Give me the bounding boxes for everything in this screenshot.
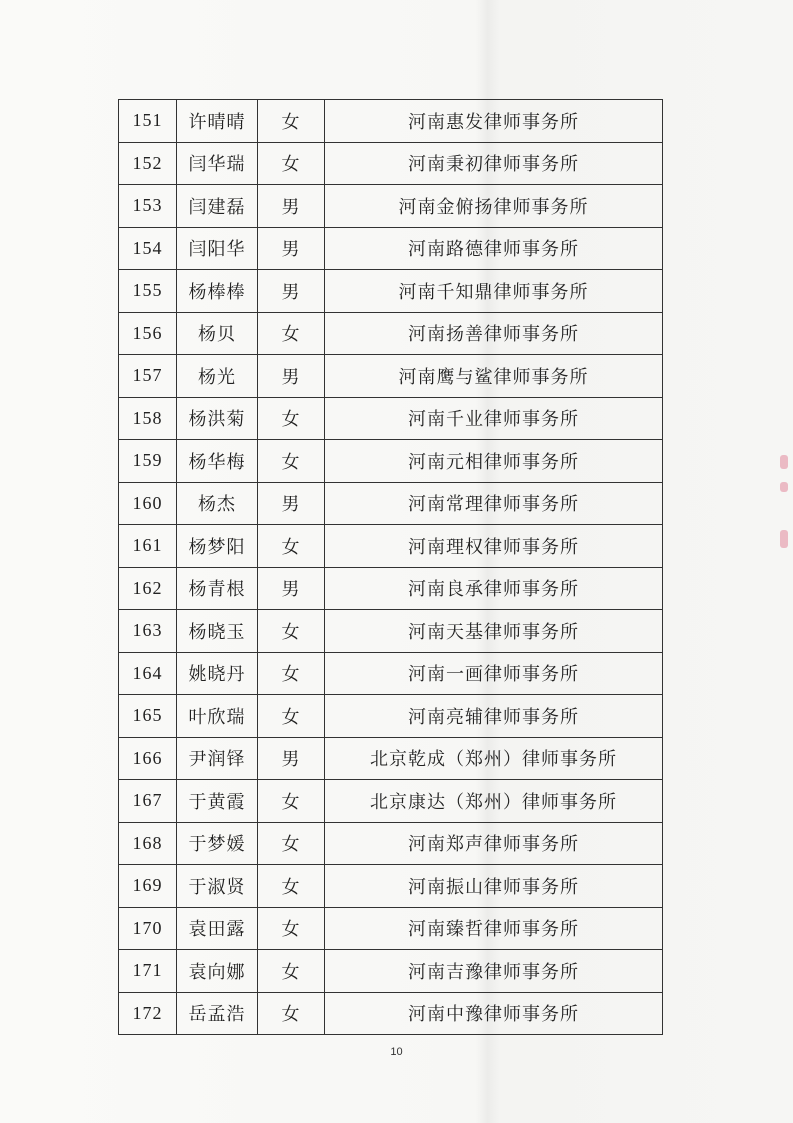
table-row: [119, 482, 663, 525]
table-row: [119, 737, 663, 780]
row-number-cell: 172: [119, 992, 177, 1035]
law-firm-cell: 河南扬善律师事务所: [325, 312, 663, 355]
seal-edge-mark: [780, 455, 788, 469]
lawyer-name-cell: 许晴晴: [177, 100, 258, 143]
gender-cell: 女: [258, 312, 325, 355]
row-number-cell: 163: [119, 610, 177, 653]
lawyer-name-cell: 闫华瑞: [177, 142, 258, 185]
table-row: [119, 780, 663, 823]
law-firm-cell: 河南路德律师事务所: [325, 227, 663, 270]
row-number-cell: 155: [119, 270, 177, 313]
gender-cell: 女: [258, 822, 325, 865]
lawyer-name-cell: 于淑贤: [177, 865, 258, 908]
lawyer-name-cell: 姚晓丹: [177, 652, 258, 695]
gender-cell: 男: [258, 737, 325, 780]
row-number-cell: 169: [119, 865, 177, 908]
table-row: [119, 100, 663, 143]
lawyer-name-cell: 杨杰: [177, 482, 258, 525]
table-row: [119, 440, 663, 483]
row-number-cell: 154: [119, 227, 177, 270]
lawyer-name-cell: 杨华梅: [177, 440, 258, 483]
table-row: [119, 567, 663, 610]
law-firm-cell: 河南理权律师事务所: [325, 525, 663, 568]
law-firm-cell: 河南郑声律师事务所: [325, 822, 663, 865]
row-number-cell: 157: [119, 355, 177, 398]
table-row: [119, 397, 663, 440]
table-row: [119, 652, 663, 695]
law-firm-cell: 河南鹰与鲨律师事务所: [325, 355, 663, 398]
table-row: [119, 142, 663, 185]
law-firm-cell: 河南臻哲律师事务所: [325, 907, 663, 950]
row-number-cell: 167: [119, 780, 177, 823]
gender-cell: 女: [258, 992, 325, 1035]
table-row: [119, 992, 663, 1035]
lawyer-name-cell: 杨棒棒: [177, 270, 258, 313]
lawyer-name-cell: 于黄霞: [177, 780, 258, 823]
gender-cell: 女: [258, 865, 325, 908]
row-number-cell: 158: [119, 397, 177, 440]
table-row: [119, 270, 663, 313]
gender-cell: 女: [258, 695, 325, 738]
table-row: [119, 695, 663, 738]
law-firm-cell: 河南中豫律师事务所: [325, 992, 663, 1035]
lawyer-name-cell: 尹润铎: [177, 737, 258, 780]
gender-cell: 男: [258, 227, 325, 270]
table-row: [119, 185, 663, 228]
row-number-cell: 156: [119, 312, 177, 355]
gender-cell: 男: [258, 482, 325, 525]
lawyer-name-cell: 杨光: [177, 355, 258, 398]
table-row: [119, 355, 663, 398]
gender-cell: 男: [258, 355, 325, 398]
table-row: [119, 950, 663, 993]
table-row: [119, 907, 663, 950]
law-firm-cell: 河南千知鼎律师事务所: [325, 270, 663, 313]
row-number-cell: 166: [119, 737, 177, 780]
table-row: [119, 525, 663, 568]
row-number-cell: 160: [119, 482, 177, 525]
law-firm-cell: 河南良承律师事务所: [325, 567, 663, 610]
table-row: [119, 312, 663, 355]
seal-edge-mark: [780, 482, 788, 492]
row-number-cell: 165: [119, 695, 177, 738]
gender-cell: 女: [258, 142, 325, 185]
lawyer-name-cell: 杨梦阳: [177, 525, 258, 568]
law-firm-cell: 河南振山律师事务所: [325, 865, 663, 908]
gender-cell: 女: [258, 397, 325, 440]
table-row: [119, 822, 663, 865]
seal-edge-mark: [780, 530, 788, 548]
lawyer-name-cell: 叶欣瑞: [177, 695, 258, 738]
gender-cell: 女: [258, 907, 325, 950]
row-number-cell: 170: [119, 907, 177, 950]
lawyer-name-cell: 袁田露: [177, 907, 258, 950]
gender-cell: 女: [258, 525, 325, 568]
law-firm-cell: 河南天基律师事务所: [325, 610, 663, 653]
gender-cell: 男: [258, 567, 325, 610]
row-number-cell: 162: [119, 567, 177, 610]
lawyer-name-cell: 杨贝: [177, 312, 258, 355]
row-number-cell: 151: [119, 100, 177, 143]
law-firm-cell: 河南秉初律师事务所: [325, 142, 663, 185]
law-firm-cell: 河南常理律师事务所: [325, 482, 663, 525]
law-firm-cell: 北京康达（郑州）律师事务所: [325, 780, 663, 823]
lawyer-name-cell: 杨晓玉: [177, 610, 258, 653]
row-number-cell: 161: [119, 525, 177, 568]
row-number-cell: 153: [119, 185, 177, 228]
law-firm-cell: 河南亮辅律师事务所: [325, 695, 663, 738]
gender-cell: 女: [258, 610, 325, 653]
gender-cell: 女: [258, 440, 325, 483]
row-number-cell: 168: [119, 822, 177, 865]
law-firm-cell: 河南惠发律师事务所: [325, 100, 663, 143]
table-row: [119, 865, 663, 908]
law-firm-cell: 河南吉豫律师事务所: [325, 950, 663, 993]
law-firm-cell: 河南一画律师事务所: [325, 652, 663, 695]
law-firm-cell: 河南千业律师事务所: [325, 397, 663, 440]
lawyer-name-cell: 于梦媛: [177, 822, 258, 865]
table-row: [119, 610, 663, 653]
table-row: [119, 227, 663, 270]
lawyer-name-cell: 杨洪菊: [177, 397, 258, 440]
gender-cell: 女: [258, 780, 325, 823]
row-number-cell: 164: [119, 652, 177, 695]
gender-cell: 男: [258, 185, 325, 228]
law-firm-cell: 河南金俯扬律师事务所: [325, 185, 663, 228]
law-firm-cell: 河南元相律师事务所: [325, 440, 663, 483]
gender-cell: 女: [258, 652, 325, 695]
lawyer-name-cell: 袁向娜: [177, 950, 258, 993]
gender-cell: 男: [258, 270, 325, 313]
page-number: 10: [390, 1046, 403, 1058]
gender-cell: 女: [258, 100, 325, 143]
lawyer-roster-table: [118, 99, 663, 1035]
lawyer-name-cell: 闫建磊: [177, 185, 258, 228]
row-number-cell: 152: [119, 142, 177, 185]
law-firm-cell: 北京乾成（郑州）律师事务所: [325, 737, 663, 780]
row-number-cell: 171: [119, 950, 177, 993]
gender-cell: 女: [258, 950, 325, 993]
roster-table-body: [119, 100, 663, 1035]
lawyer-name-cell: 闫阳华: [177, 227, 258, 270]
row-number-cell: 159: [119, 440, 177, 483]
lawyer-name-cell: 杨青根: [177, 567, 258, 610]
lawyer-name-cell: 岳孟浩: [177, 992, 258, 1035]
